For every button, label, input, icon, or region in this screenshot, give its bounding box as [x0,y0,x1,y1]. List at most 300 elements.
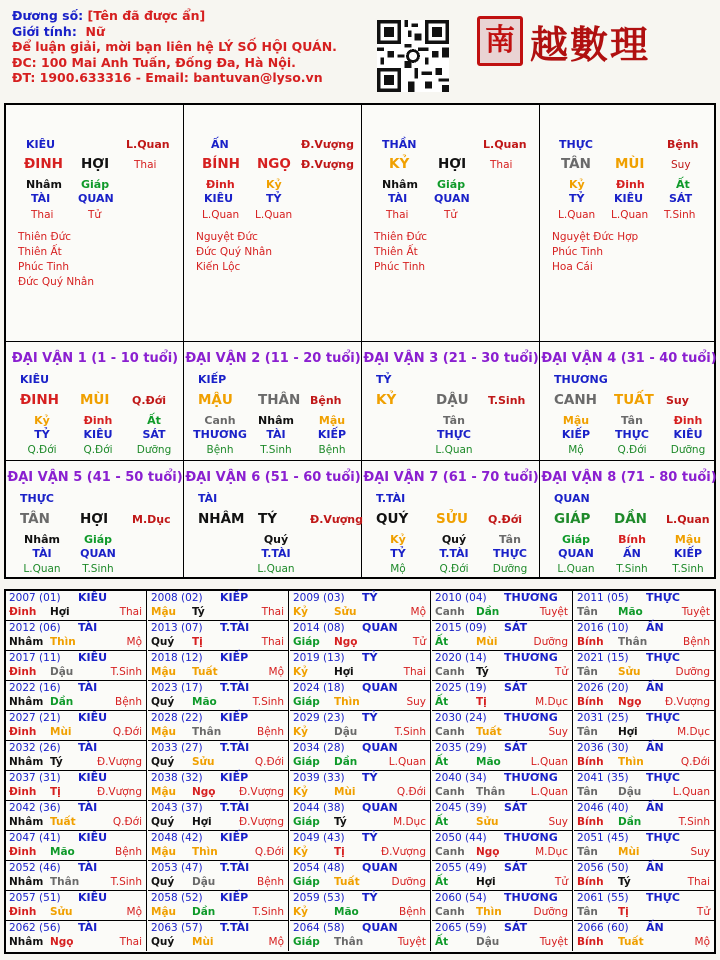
year-cell [574,921,714,951]
pillar3-top-star: THẦN [382,138,417,151]
dai-van-8-hidden: Mậu [674,533,702,546]
dai-van-4-sub: THỰC [615,428,649,441]
year-stage: M.Dục [535,696,568,708]
dai-van-5-sub: QUAN [80,547,116,560]
year-label: 2050 (44) [435,832,487,844]
year-star: T.TÀI [220,741,250,754]
year-can: Đinh [9,606,37,618]
dai-van-1-hidden: Kỷ [34,414,50,427]
year-star: T.TÀI [220,921,250,934]
year-label: 2014 (08) [293,622,345,634]
year-can: Mậu [151,726,177,738]
dai-van-3-hidden: Tân [443,414,465,427]
year-can: Ất [435,756,449,768]
dai-van-1-hidden: Đinh [83,414,113,427]
year-chi: Mão [476,756,501,768]
dai-van-8-hidden: Bính [618,533,646,546]
year-can: Ất [435,816,449,828]
pillar2-stars: Nguyệt Đức Đức Quý Nhân Kiến Lộc [196,231,272,273]
year-chi: Dậu [334,726,358,738]
dai-van-1-stage: Q.Đới [83,444,113,456]
year-cell [290,771,431,801]
year-can: Mậu [151,666,177,678]
year-star: QUAN [362,621,398,634]
pillar2-chi-right: Đ.Vượng [301,158,355,171]
year-label: 2056 (50) [577,862,629,874]
dai-van-4-stage: Q.Đới [617,444,647,456]
year-label: 2066 (60) [577,922,629,934]
year-label: 2052 (46) [9,862,61,874]
year-can: Đinh [9,726,37,738]
year-chi: Dần [618,816,642,828]
year-can: Bính [577,636,604,648]
year-stage: M.Dục [535,846,568,858]
year-stage: Dưỡng [391,876,426,888]
dai-van-1-sub: KIÊU [83,428,113,441]
year-star: THỰC [646,651,680,664]
year-chi: Mùi [618,846,640,858]
year-star: SÁT [504,801,528,814]
year-label: 2025 (19) [435,682,487,694]
pillar4-chi: MÙI [615,156,645,172]
dai-van-3-can: KỶ [376,392,397,408]
year-star: SÁT [504,621,528,634]
year-chi: Ngọ [618,696,642,708]
pillar3-hidden2: Giáp [437,178,466,191]
year-label: 2012 (06) [9,622,61,634]
year-label: 2010 (04) [435,592,487,604]
dai-van-6-chi: TÝ [258,511,277,527]
year-label: 2059 (53) [293,892,345,904]
year-star: QUAN [362,921,398,934]
year-can: Ất [435,876,449,888]
year-stage: Tuyệt [539,936,568,948]
dai-van-7-top-star: T.TÀI [376,492,406,505]
year-chi: Thân [50,876,80,888]
year-label: 2036 (30) [577,742,629,754]
year-label: 2063 (57) [151,922,203,934]
year-star: ẤN [646,741,664,754]
year-stage: Mộ [268,666,284,678]
year-star: THỰC [646,591,680,604]
year-can: Đinh [9,666,37,678]
dai-van-8-hidden: Giáp [561,533,591,546]
dai-van-1-side: Q.Đới [132,394,167,407]
dai-van-1-sub: SÁT [142,428,166,441]
pillar2-sub2: TỶ [266,192,282,205]
pillar3-top-right: L.Quan [483,138,527,151]
year-can: Canh [435,906,465,918]
year-label: 2017 (11) [9,652,61,664]
year-stage: Bệnh [399,906,426,918]
dai-van-7-can: QUÝ [376,511,409,527]
dai-van-8-sub: KIẾP [673,547,703,560]
year-can: Tân [577,786,598,798]
year-label: 2034 (28) [293,742,345,754]
year-label: 2058 (52) [151,892,203,904]
dai-van-3-top-star: TỶ [376,373,392,386]
year-label: 2020 (14) [435,652,487,664]
year-stage: Đ.Vượng [238,816,284,828]
pillar2-stage1: L.Quan [202,209,240,221]
year-stage: Tuyệt [539,606,568,618]
pillar3-stage1: Thai [386,209,409,221]
year-star: TÀI [78,741,98,754]
year-label: 2023 (17) [151,682,203,694]
dai-van-7-hidden: Quý [441,533,467,546]
year-cell [290,651,431,681]
year-cell [432,711,573,741]
year-label: 2016 (10) [577,622,629,634]
year-chi: Tuất [618,936,644,948]
year-stage: Suy [690,846,710,858]
year-chi: Dậu [192,876,216,888]
year-stage: Đ.Vượng [380,846,426,858]
pillar3-stage2: Tử [444,209,458,221]
year-can: Nhâm [9,756,44,768]
pillar4-sub3: SÁT [669,192,693,205]
bazi-chart [4,103,716,579]
dai-van-4-hidden: Tân [621,414,643,427]
dai-van-2-top-star: KIẾP [198,373,227,386]
year-label: 2062 (56) [9,922,61,934]
year-cell [148,621,289,651]
year-can: Tân [577,606,598,618]
dai-van-2-sub: TÀI [266,428,286,441]
duong-so: Đương số: [Tên đã được ẩn] [12,8,206,23]
year-cell [432,831,573,861]
year-table [4,589,716,954]
year-can: Kỷ [293,786,308,798]
year-cell [432,591,573,621]
year-cell [290,891,431,921]
pillar2-top-right: Đ.Vượng [301,138,355,151]
year-stage: Thai [403,666,426,678]
dai-van-2-side: Bệnh [310,394,342,407]
year-star: KIẾP [220,711,249,724]
year-can: Kỷ [293,606,308,618]
year-cell [432,771,573,801]
year-star: KIÊU [78,831,108,844]
year-chi: Sửu [50,906,73,918]
year-cell [574,741,714,771]
year-cell [574,861,714,891]
dai-van-4-title: ĐẠI VẬN 4 (31 - 40 tuổi) [541,351,717,366]
year-chi: Tuất [476,726,502,738]
pillar3-hidden1: Nhâm [382,178,418,191]
year-label: 2007 (01) [9,592,61,604]
year-stage: L.Quan [530,786,568,798]
pillar2-hidden1: Đinh [206,178,235,191]
year-label: 2046 (40) [577,802,629,814]
dai-van-8-stage: L.Quan [557,563,595,575]
year-cell [290,741,431,771]
year-cell [148,771,289,801]
dai-van-1-hidden: Ất [147,414,161,427]
year-can: Quý [151,636,175,648]
year-star: TỶ [362,831,378,844]
year-label: 2051 (45) [577,832,629,844]
year-chi: Tý [618,876,631,888]
year-can: Đinh [9,906,37,918]
year-cell [432,861,573,891]
dai-van-8-top-star: QUAN [554,492,590,505]
year-star: QUAN [362,741,398,754]
year-chi: Hợi [476,876,496,888]
year-label: 2021 (15) [577,652,629,664]
year-chi: Sửu [618,666,641,678]
year-stage: Dưỡng [675,666,710,678]
year-stage: Thai [261,636,284,648]
year-star: T.TÀI [220,801,250,814]
year-star: QUAN [362,681,398,694]
dai-van-7-stage: Mộ [390,563,406,575]
dai-van-1-title: ĐẠI VẬN 1 (1 - 10 tuổi) [11,351,179,366]
pillar1-stage1: Thai [31,209,54,221]
year-chi: Thìn [192,846,218,858]
pillar1-hidden1: Nhâm [26,178,62,191]
dai-van-8-stage: T.Sinh [616,563,648,575]
dai-van-5-can: TÂN [20,511,50,527]
year-can: Quý [151,696,175,708]
year-label: 2042 (36) [9,802,61,814]
year-can: Giáp [293,816,320,828]
year-cell [290,861,431,891]
year-chi: Sửu [334,606,357,618]
year-star: KIẾP [220,591,249,604]
year-stage: Suy [548,726,568,738]
year-star: ẤN [646,921,664,934]
dai-van-6-top-star: TÀI [198,492,218,505]
year-can: Quý [151,756,175,768]
year-stage: Dưỡng [533,636,568,648]
year-label: 2060 (54) [435,892,487,904]
year-stage: T.Sinh [110,666,142,678]
year-label: 2026 (20) [577,682,629,694]
dai-van-2-chi: THÂN [258,392,301,408]
year-stage: Q.Đới [254,846,284,858]
year-can: Tân [577,906,598,918]
year-star: T.TÀI [220,681,250,694]
year-stage: T.Sinh [678,816,710,828]
year-star: KIÊU [78,891,108,904]
year-stage: T.Sinh [394,726,426,738]
year-stage: Dưỡng [533,906,568,918]
dai-van-7-stage: Q.Đới [439,563,469,575]
year-can: Canh [435,846,465,858]
seal-logo: 南 [477,16,523,66]
dai-van-8-stage: T.Sinh [672,563,704,575]
dai-van-8-title: ĐẠI VẬN 8 (71 - 80 tuổi) [541,470,717,485]
year-can: Canh [435,726,465,738]
year-chi: Ngọ [476,846,500,858]
year-can: Mậu [151,846,177,858]
dai-van-2-can: MẬU [198,392,233,408]
year-label: 2041 (35) [577,772,629,784]
pillar1-top-right: L.Quan [126,138,170,151]
qr-code-icon [377,20,449,92]
year-can: Giáp [293,936,320,948]
year-stage: T.Sinh [252,906,284,918]
dai-van-7-sub: TỶ [390,547,406,560]
year-stage: Mộ [126,636,142,648]
year-cell [432,681,573,711]
year-label: 2065 (59) [435,922,487,934]
year-cell [432,651,573,681]
year-star: THỰC [646,891,680,904]
year-can: Kỷ [293,726,308,738]
year-can: Nhâm [9,816,44,828]
year-label: 2030 (24) [435,712,487,724]
pillar3-can: KỶ [389,156,410,172]
dai-van-7-hidden: Tân [499,533,521,546]
year-star: KIÊU [78,591,108,604]
dai-van-5-hidden: Nhâm [24,533,60,546]
year-can: Kỷ [293,846,308,858]
year-chi: Dần [476,606,500,618]
year-star: T.TÀI [220,621,250,634]
year-stage: Mộ [268,936,284,948]
year-label: 2011 (05) [577,592,629,604]
dai-van-3-title: ĐẠI VẬN 3 (21 - 30 tuổi) [363,351,539,366]
year-label: 2054 (48) [293,862,345,874]
year-can: Canh [435,666,465,678]
year-cell [574,771,714,801]
year-chi: Hợi [50,606,70,618]
year-stage: L.Quan [530,756,568,768]
year-star: KIẾP [220,651,249,664]
year-label: 2024 (18) [293,682,345,694]
pillar3-stars: Thiên Đức Thiên Ất Phúc Tinh [374,231,428,273]
pillar2-top-star: ẤN [211,138,229,151]
year-cell [432,891,573,921]
year-label: 2043 (37) [151,802,203,814]
year-chi: Tị [192,636,203,648]
dai-van-6-title: ĐẠI VẬN 6 (51 - 60 tuổi) [185,470,361,485]
dai-van-6-side: Đ.Vượng [310,513,364,526]
pillar4-stars: Nguyệt Đức Hợp Phúc Tinh Hoa Cái [552,231,639,273]
year-chi: Mùi [50,726,72,738]
year-chi: Ngọ [334,636,358,648]
pillar2-can: BÍNH [202,156,240,172]
year-star: TÀI [78,681,98,694]
year-can: Bính [577,876,604,888]
year-chi: Thân [618,636,648,648]
dai-van-1-sub: TỶ [34,428,50,441]
year-chi: Tý [50,756,63,768]
pillar2-hidden2: Kỷ [266,178,282,191]
year-can: Giáp [293,636,320,648]
year-label: 2013 (07) [151,622,203,634]
year-cell [6,921,147,951]
pillar4-stage1: L.Quan [558,209,596,221]
dai-van-5-title: ĐẠI VẬN 5 (41 - 50 tuổi) [7,470,183,485]
dai-van-6-stage: L.Quan [257,563,295,575]
year-label: 2047 (41) [9,832,61,844]
dai-van-2-sub: THƯƠNG [193,428,247,441]
year-cell [574,711,714,741]
year-star: TỶ [362,771,378,784]
dai-van-6-hidden: Quý [263,533,289,546]
year-stage: Bệnh [683,636,710,648]
dai-van-2-stage: Bệnh [318,444,346,456]
year-chi: Tý [334,816,347,828]
year-chi: Tuất [334,876,360,888]
year-chi: Tý [192,606,205,618]
year-cell [148,591,289,621]
year-star: SÁT [504,861,528,874]
year-stage: Mộ [694,936,710,948]
year-star: THƯƠNG [504,771,558,784]
year-stage: Đ.Vượng [664,696,710,708]
dai-van-8-can: GIÁP [554,511,591,527]
dai-van-6-can: NHÂM [198,511,245,527]
year-chi: Hợi [192,816,212,828]
brand-title: 越數理 [530,22,651,67]
dai-van-4-top-star: THƯƠNG [554,373,608,386]
year-chi: Ngọ [192,786,216,798]
year-can: Bính [577,756,604,768]
year-label: 2028 (22) [151,712,203,724]
year-label: 2029 (23) [293,712,345,724]
year-stage: Đ.Vượng [238,786,284,798]
year-stage: T.Sinh [110,876,142,888]
year-star: THỰC [646,831,680,844]
year-cell [6,711,147,741]
year-can: Đinh [9,786,37,798]
year-chi: Sửu [476,816,499,828]
year-label: 2055 (49) [435,862,487,874]
year-chi: Dậu [476,936,500,948]
dai-van-5-side: M.Dục [132,513,171,526]
address-line: ĐC: 100 Mai Anh Tuấn, Đống Đa, Hà Nội. [12,54,296,70]
year-cell [574,801,714,831]
year-stage: M.Dục [677,726,710,738]
dai-van-7-chi: SỬU [436,511,468,527]
year-cell [290,591,431,621]
dai-van-2-hidden: Canh [204,414,236,427]
year-star: QUAN [362,801,398,814]
pillar4-sub1: TỶ [569,192,585,205]
year-can: Nhâm [9,636,44,648]
dai-van-7-side: Q.Đới [488,513,523,526]
year-chi: Mão [334,906,359,918]
year-can: Quý [151,816,175,828]
pillar4-hidden1: Kỷ [569,178,585,191]
year-can: Đinh [9,846,37,858]
year-star: THỰC [646,711,680,724]
year-cell [574,651,714,681]
year-label: 2032 (26) [9,742,61,754]
year-label: 2035 (29) [435,742,487,754]
dai-van-1-top-star: KIÊU [20,373,50,386]
year-star: THƯƠNG [504,711,558,724]
year-chi: Thìn [618,756,644,768]
dai-van-4-hidden: Mậu [562,414,590,427]
year-stage: Bệnh [115,846,142,858]
year-can: Canh [435,786,465,798]
dai-van-2-hidden: Mậu [318,414,346,427]
year-can: Ất [435,936,449,948]
dai-van-1-can: ĐINH [20,392,59,408]
year-stage: Q.Đới [112,726,142,738]
dai-van-8-sub: QUAN [558,547,594,560]
year-stage: Tuyệt [397,936,426,948]
year-label: 2038 (32) [151,772,203,784]
year-can: Mậu [151,786,177,798]
year-can: Nhâm [9,696,44,708]
year-chi: Dậu [618,786,642,798]
